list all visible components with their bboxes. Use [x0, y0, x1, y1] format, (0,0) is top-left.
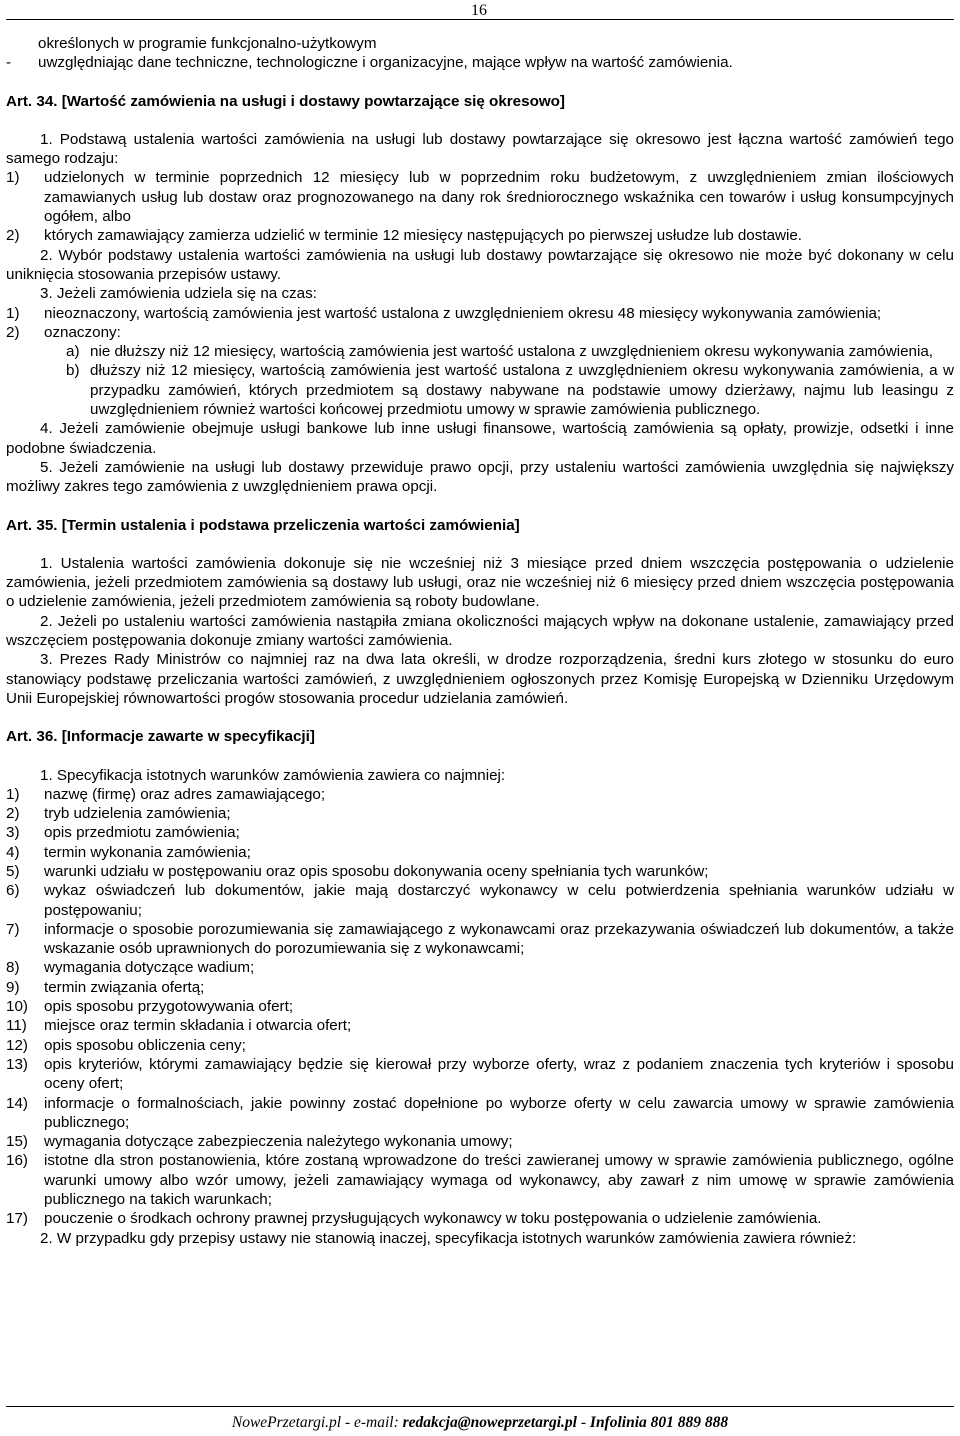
item-number: 2) — [6, 323, 20, 341]
footer-email: redakcja@noweprzetargi.pl — [402, 1414, 577, 1431]
document-body — [6, 34, 954, 1248]
list-item — [6, 958, 954, 977]
item-number: 1) — [6, 785, 20, 803]
item-number: 3) — [6, 824, 20, 842]
list-item — [6, 823, 954, 842]
item-text: opis sposobu przygotowywania ofert; — [44, 998, 294, 1016]
list-item — [6, 881, 954, 920]
item-text: udzielonych w terminie poprzednich 12 miesięcy lub w poprzednim roku budżetowym, z uwzględnieniem zmian ilościowych zamawianych usług lub dostaw oraz prognozowanego na dany rok średniorocznego wskaźnika cen towarów i usług konsumpcyjnych ogółem, albo — [44, 169, 954, 226]
art36-p1: 1. Specyfikacja istotnych warunków zamówienia zawiera co najmniej: — [40, 766, 506, 784]
footer-separator: - — [576, 1414, 590, 1431]
list-item — [6, 1055, 954, 1094]
dash-item — [6, 53, 954, 72]
art34-p1: 1. Podstawą ustalenia wartości zamówienia na usługi lub dostawy powtarzające się okresowo jest łączna wartość zamówień tego samego rodzaju: — [6, 130, 954, 168]
art34-p5: 5. Jeżeli zamówienie na usługi lub dostawy przewiduje prawo opcji, przy ustaleniu wartości zamówienia uwzględnia się największy możliwy zakres tego zamówienia z uwzględnieniem prawa opcji. — [6, 458, 954, 496]
list-item — [6, 1151, 954, 1209]
continuation-line: określonych w programie funkcjonalno-użytkowym — [38, 35, 377, 52]
page-header — [0, 0, 960, 22]
page-number: 16 — [471, 2, 487, 19]
item-text: opis przedmiotu zamówienia; — [44, 824, 240, 842]
list-item — [6, 1209, 954, 1228]
list-item — [6, 785, 954, 804]
item-text: informacje o sposobie porozumiewania się zamawiającego z wykonawcami oraz przekazywania oświadczeń lub dokumentów, a także wskazanie osób uprawnionych do porozumiewania się z wykonawcami; — [44, 920, 954, 958]
item-text: nieoznaczony, wartością zamówienia jest wartość ustalona z uwzględnieniem okresu 48 miesięcy wykonywania zamówienia; — [44, 304, 882, 322]
item-number: 10) — [6, 998, 28, 1016]
list-item — [6, 1132, 954, 1151]
item-number: 2) — [6, 227, 20, 245]
art34-heading: Art. 34. [Wartość zamówienia na usługi i dostawy powtarzające się okresowo] — [6, 92, 565, 110]
art35-p3: 3. Prezes Rady Ministrów co najmniej raz na dwa lata określi, w drodze rozporządzenia, średni kurs złotego w stosunku do euro stanowiący podstawę przeliczania wartości zamówień, z uwzględnieniem ogłoszonych przez Komisję Europejską w Dzienniku Urzędowym Unii Europejskiej równowartości progów stosowania procedur udzielania zamówień. — [6, 651, 954, 707]
art34-p1-list — [6, 168, 954, 245]
art36-heading: Art. 36. [Informacje zawarte w specyfikacji] — [6, 728, 315, 746]
item-text: tryb udzielenia zamówienia; — [44, 805, 231, 823]
list-item — [6, 978, 954, 997]
item-text: pouczenie o środkach ochrony prawnej przysługujących wykonawcy w toku postępowania o udzielenie zamówienia. — [44, 1210, 822, 1228]
item-text: informacje o formalnościach, jakie powinny zostać dopełnione po wyborze oferty w celu zawarcia umowy w sprawie zamówienia publicznego; — [44, 1094, 954, 1131]
item-number: 2) — [6, 805, 20, 823]
art34-p2: 2. Wybór podstawy ustalenia wartości zamówienia na usługi lub dostawy powtarzające się okresowo nie może być dokonany w celu uniknięcia stosowania przepisów ustawy. — [6, 246, 954, 283]
art34-p3-list — [6, 304, 954, 420]
item-text: opis sposobu obliczenia ceny; — [44, 1036, 246, 1054]
item-text: wymagania dotyczące wadium; — [44, 959, 255, 977]
art34-p3: 3. Jeżeli zamówienia udziela się na czas: — [40, 285, 317, 303]
item-number: 5) — [6, 862, 20, 880]
art36-list — [6, 785, 954, 1229]
item-number: 16) — [6, 1152, 28, 1170]
item-text: termin związania ofertą; — [44, 978, 205, 996]
list-item — [6, 997, 954, 1016]
page-footer — [0, 1406, 960, 1436]
subitem-text: dłuższy niż 12 miesięcy, wartością zamówienia jest wartość ustalona z uwzględnieniem okresu wykonywania zamówienia, a w przypadku zamówień, których przedmiotem są dostawy nabywane na podstawie umowy dzierżawy, najmu lub leasingu z uwzględnieniem również wartości końcowej przedmiotu umowy w sprawie zamówienia publicznego. — [90, 362, 954, 419]
footer-site: NowePrzetargi.pl - e-mail: — [231, 1414, 403, 1431]
dash-mark: - — [6, 54, 12, 72]
header-rule — [6, 19, 954, 20]
dash-text: uwzględniając dane techniczne, technologiczne i organizacyjne, mające wpływ na wartość zamówienia. — [38, 54, 733, 72]
list-item — [6, 862, 954, 881]
item-number: 7) — [6, 920, 20, 938]
sub-list-item — [6, 361, 954, 419]
art34-p4: 4. Jeżeli zamówienie obejmuje usługi bankowe lub inne usługi finansowe, wartością zamówienia są opłaty, prowizje, odsetki i inne podobne świadczenia. — [6, 420, 954, 457]
item-number: 14) — [6, 1094, 28, 1112]
item-number: 12) — [6, 1036, 28, 1054]
item-text: warunki udziału w postępowaniu oraz opis sposobu dokonywania oceny spełniania tych warunków; — [44, 862, 709, 880]
list-item — [6, 1094, 954, 1133]
art35-section — [6, 554, 954, 708]
subitem-letter: a) — [66, 343, 80, 361]
art35-p1: 1. Ustalenia wartości zamówienia dokonuje się nie wcześniej niż 3 miesiące przed dniem wszczęcia postępowania o udzielenie zamówienia, jeżeli przedmiotem zamówienia są dostawy lub usługi, oraz nie wcześniej niż 6 miesięcy przed dniem wszczęcia postępowania o udzielenie zamówienia, jeżeli przedmiotem zamówienia są roboty budowlane. — [6, 554, 954, 611]
list-item — [6, 226, 954, 245]
sub-list-item — [6, 342, 954, 361]
list-item — [6, 168, 954, 226]
item-number: 4) — [6, 843, 20, 861]
art35-p2: 2. Jeżeli po ustaleniu wartości zamówienia nastąpiła zmiana okoliczności mających wpływ na dokonane ustalenie, zamawiający przed wszczęciem postępowania dokonuje zmiany wartości zamówienia. — [6, 612, 954, 650]
item-number: 9) — [6, 978, 20, 996]
subitem-letter: b) — [66, 362, 80, 380]
list-item — [6, 304, 954, 323]
footer-rule — [6, 1406, 954, 1407]
item-text: których zamawiający zamierza udzielić w terminie 12 miesięcy następujących po pierwszej usłudze lub dostawie. — [44, 227, 803, 245]
item-number: 6) — [6, 882, 20, 900]
item-text: istotne dla stron postanowienia, które zostaną wprowadzone do treści zawieranej umowy w sprawie zamówienia publicznego, ogólne warunki umowy albo wzór umowy, jeżeli zamawiający wymaga od wykonawcy, aby zawarł z nim umowę w sprawie zamówienia publicznego na takich warunkach; — [44, 1152, 954, 1209]
item-number: 13) — [6, 1055, 28, 1073]
item-number: 1) — [6, 304, 20, 322]
art34-section — [6, 130, 954, 497]
item-text: miejsce oraz termin składania i otwarcia ofert; — [44, 1017, 352, 1035]
list-item — [6, 804, 954, 823]
item-text: wymagania dotyczące zabezpieczenia należytego wykonania umowy; — [44, 1133, 513, 1151]
art36-p2: 2. W przypadku gdy przepisy ustawy nie stanowią inaczej, specyfikacja istotnych warunków zamówienia zawiera również: — [40, 1229, 857, 1247]
list-item — [6, 323, 954, 342]
item-number: 17) — [6, 1210, 28, 1228]
list-item — [6, 843, 954, 862]
item-text: nazwę (firmę) oraz adres zamawiającego; — [44, 785, 326, 803]
item-text: wykaz oświadczeń lub dokumentów, jakie mają dostarczyć wykonawcy w celu potwierdzenia spełniania warunków udziału w postępowaniu; — [44, 882, 954, 919]
list-item — [6, 920, 954, 959]
item-number: 1) — [6, 169, 20, 187]
subitem-text: nie dłuższy niż 12 miesięcy, wartością zamówienia jest wartość ustalona z uwzględnieniem okresu wykonywania zamówienia, — [90, 343, 934, 361]
list-item — [6, 1016, 954, 1035]
art36-section — [6, 766, 954, 1248]
list-item — [6, 1036, 954, 1055]
item-text: opis kryteriów, którymi zamawiający będzie się kierował przy wyborze oferty, wraz z podaniem znaczenia tych kryteriów i sposobu oceny ofert; — [44, 1055, 954, 1093]
item-number: 15) — [6, 1133, 28, 1151]
item-text: termin wykonania zamówienia; — [44, 843, 251, 861]
footer-line — [0, 1414, 960, 1432]
art35-heading: Art. 35. [Termin ustalenia i podstawa przeliczenia wartości zamówienia] — [6, 516, 520, 534]
item-number: 11) — [6, 1017, 27, 1035]
footer-hotline: Infolinia 801 889 888 — [589, 1414, 729, 1431]
item-text: oznaczony: — [44, 323, 121, 341]
item-number: 8) — [6, 959, 20, 977]
